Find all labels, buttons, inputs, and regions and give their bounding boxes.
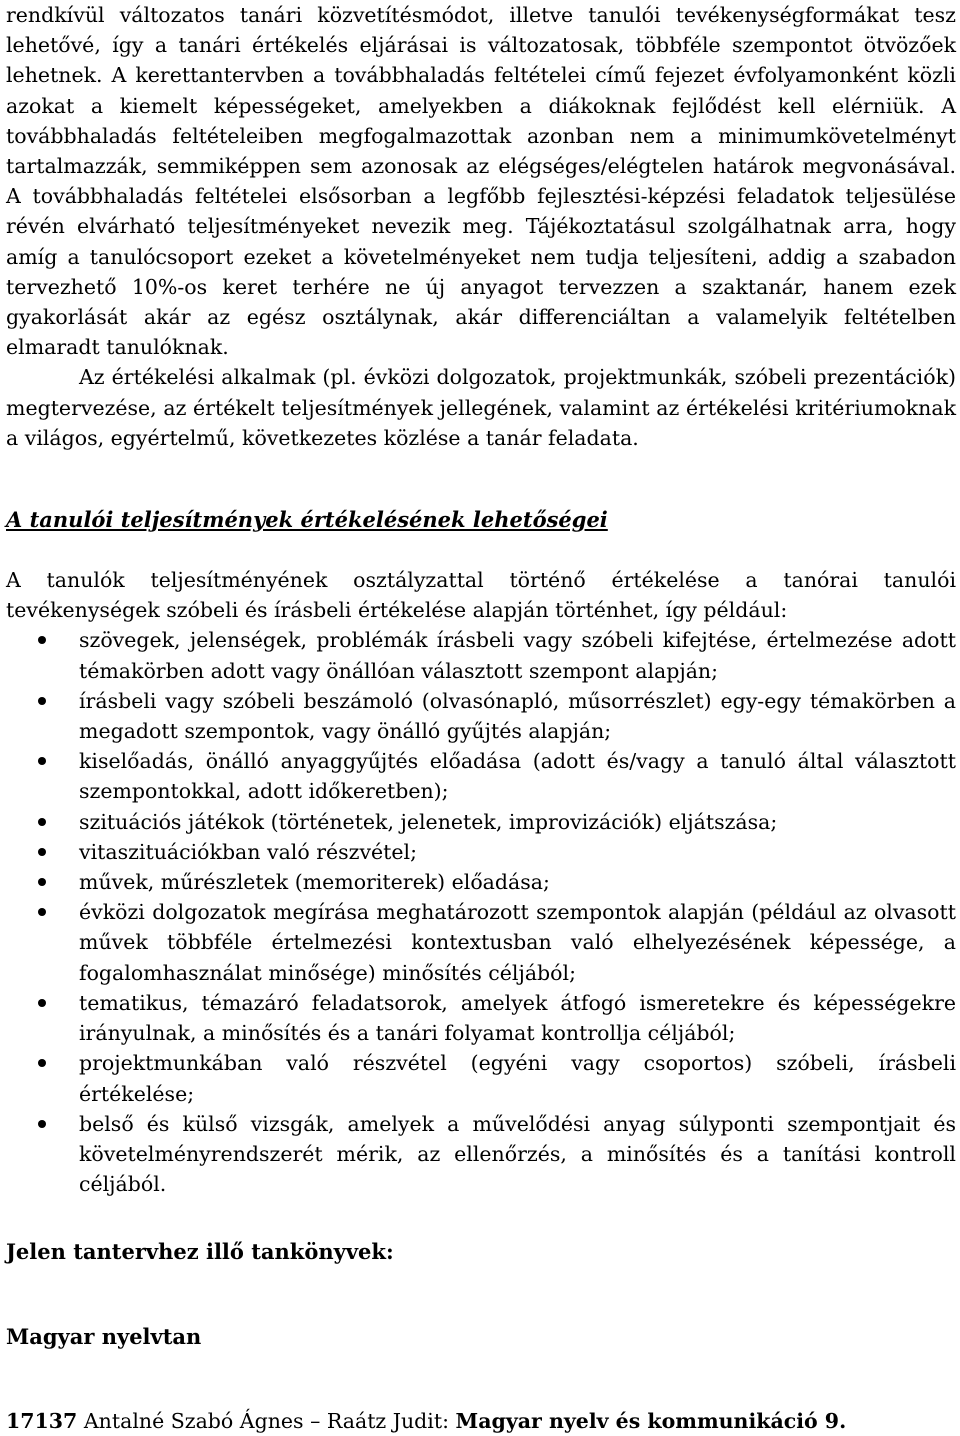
book-authors: Antalné Szabó Ágnes – Raátz Judit: (83, 1409, 449, 1434)
list-item (6, 837, 956, 867)
list-item (6, 746, 956, 806)
list-item-text: projektmunkában való részvétel (egyéni vagy csoportos) szóbeli, írásbeli értékelése; (79, 1051, 956, 1106)
list-item-text: művek, műrészletek (memoriterek) előadása; (79, 870, 550, 895)
bullet-icon (38, 908, 46, 916)
bullet-icon (38, 1120, 46, 1128)
book-code: 17137 (6, 1409, 78, 1434)
intro-paragraph-1: rendkívül változatos tanári közvetítésmódot, illetve tanulói tevékenységformákat tesz lehetővé, így a tanári értékelés eljárásai is változatosak, többféle szempontot ötvözőek lehetnek. A kerettantervben a továbbhaladás feltételei című fejezet évfolyamonként közli azokat a kiemelt képességeket, amelyekben a diákoknak fejlődést kell elérniük. A továbbhaladás feltételeiben megfogalmazottak azonban nem a minimumkövetelményt tartalmazzák, semmiképpen sem azonosak az elégséges/elégtelen határok megvonásával. A továbbhaladás feltételei elsősorban a legfőbb fejlesztési-képzési feladatok teljesülése révén elvárható teljesítményeket nevezik meg. Tájékoztatásul szolgálhatnak arra, hogy amíg a tanulócsoport ezeket a követelményeket nem tudja teljesíteni, addig a szabadon tervezhető 10%-os keret terhére ne új anyagot tervezzen a szaktanár, hanem ezek gyakorlását akár az egész osztálynak, akár differenciáltan a valamelyik feltételben elmaradt tanulóknak. (6, 3, 956, 360)
list-item-text: szövegek, jelenségek, problémák írásbeli vagy szóbeli kifejtése, értelmezése adott témakörben adott vagy önállóan választott szempont alapján; (79, 628, 956, 683)
list-item (6, 807, 956, 837)
list-item (6, 867, 956, 897)
bullet-icon (38, 697, 46, 705)
list-item (6, 686, 956, 746)
list-item (6, 625, 956, 685)
textbook-entry (6, 1406, 956, 1436)
bullet-icon (38, 636, 46, 644)
list-item-text: írásbeli vagy szóbeli beszámoló (olvasónapló, műsorrészlet) egy-egy témakörben a megadott szempontok, vagy önálló gyűjtés alapján; (79, 688, 956, 744)
bullet-icon (38, 848, 46, 856)
list-item-text: évközi dolgozatok megírása meghatározott szempontok alapján (például az olvasott művek többféle értelmezési kontextusban való elhelyezésének képessége, a fogalomhasználat minősége) minősítés céljából; (79, 900, 956, 985)
list-item (6, 897, 956, 988)
list-item-text: szituációs játékok (történetek, jelenetek, improvizációk) eljátszása; (79, 809, 778, 834)
list-item (6, 988, 956, 1048)
document-page (6, 0, 956, 1436)
list-item-text: belső és külső vizsgák, amelyek a művelődési anyag súlyponti szempontjait és követelményrendszerét mérik, az ellenőrzés, a minősítés és a tanítási kontroll céljából. (79, 1111, 956, 1197)
intro-paragraph-2: Az értékelési alkalmak (pl. évközi dolgozatok, projektmunkák, szóbeli prezentációk) megtervezése, az értékelt teljesítmények jellegének, valamint az értékelési kritériumoknak a világos, egyértelmű, következetes közlése a tanár feladata. (6, 365, 956, 450)
list-item (6, 1109, 956, 1200)
bullet-icon (38, 757, 46, 765)
bullet-icon (38, 999, 46, 1007)
bullet-icon (38, 818, 46, 826)
section-lead: A tanulók teljesítményének osztályzattal történő értékelése a tanórai tanulói tevékenységek szóbeli és írásbeli értékelése alapján történhet, így például: (6, 568, 956, 623)
bullet-icon (38, 878, 46, 886)
list-item (6, 1048, 956, 1108)
bullet-icon (38, 1059, 46, 1067)
list-item-text: tematikus, témazáró feladatsorok, amelyek átfogó ismeretekre és képességekre irányulnak, a minősítés és a tanári folyamat kontrollja céljából; (79, 990, 956, 1046)
list-item-text: vitaszituációkban való részvétel; (79, 839, 418, 864)
book-title: Magyar nyelv és kommunikáció 9. (455, 1409, 847, 1434)
assessment-list (6, 625, 956, 1199)
list-item-text: kiselőadás, önálló anyaggyűjtés előadása (adott és/vagy a tanuló által választott szempontokkal, adott időkeretben); (79, 749, 956, 804)
textbooks-heading: Jelen tantervhez illő tankönyvek: (6, 1239, 394, 1265)
section-title: A tanulói teljesítmények értékelésének lehetőségei (6, 507, 608, 533)
subject-heading: Magyar nyelvtan (6, 1324, 202, 1350)
